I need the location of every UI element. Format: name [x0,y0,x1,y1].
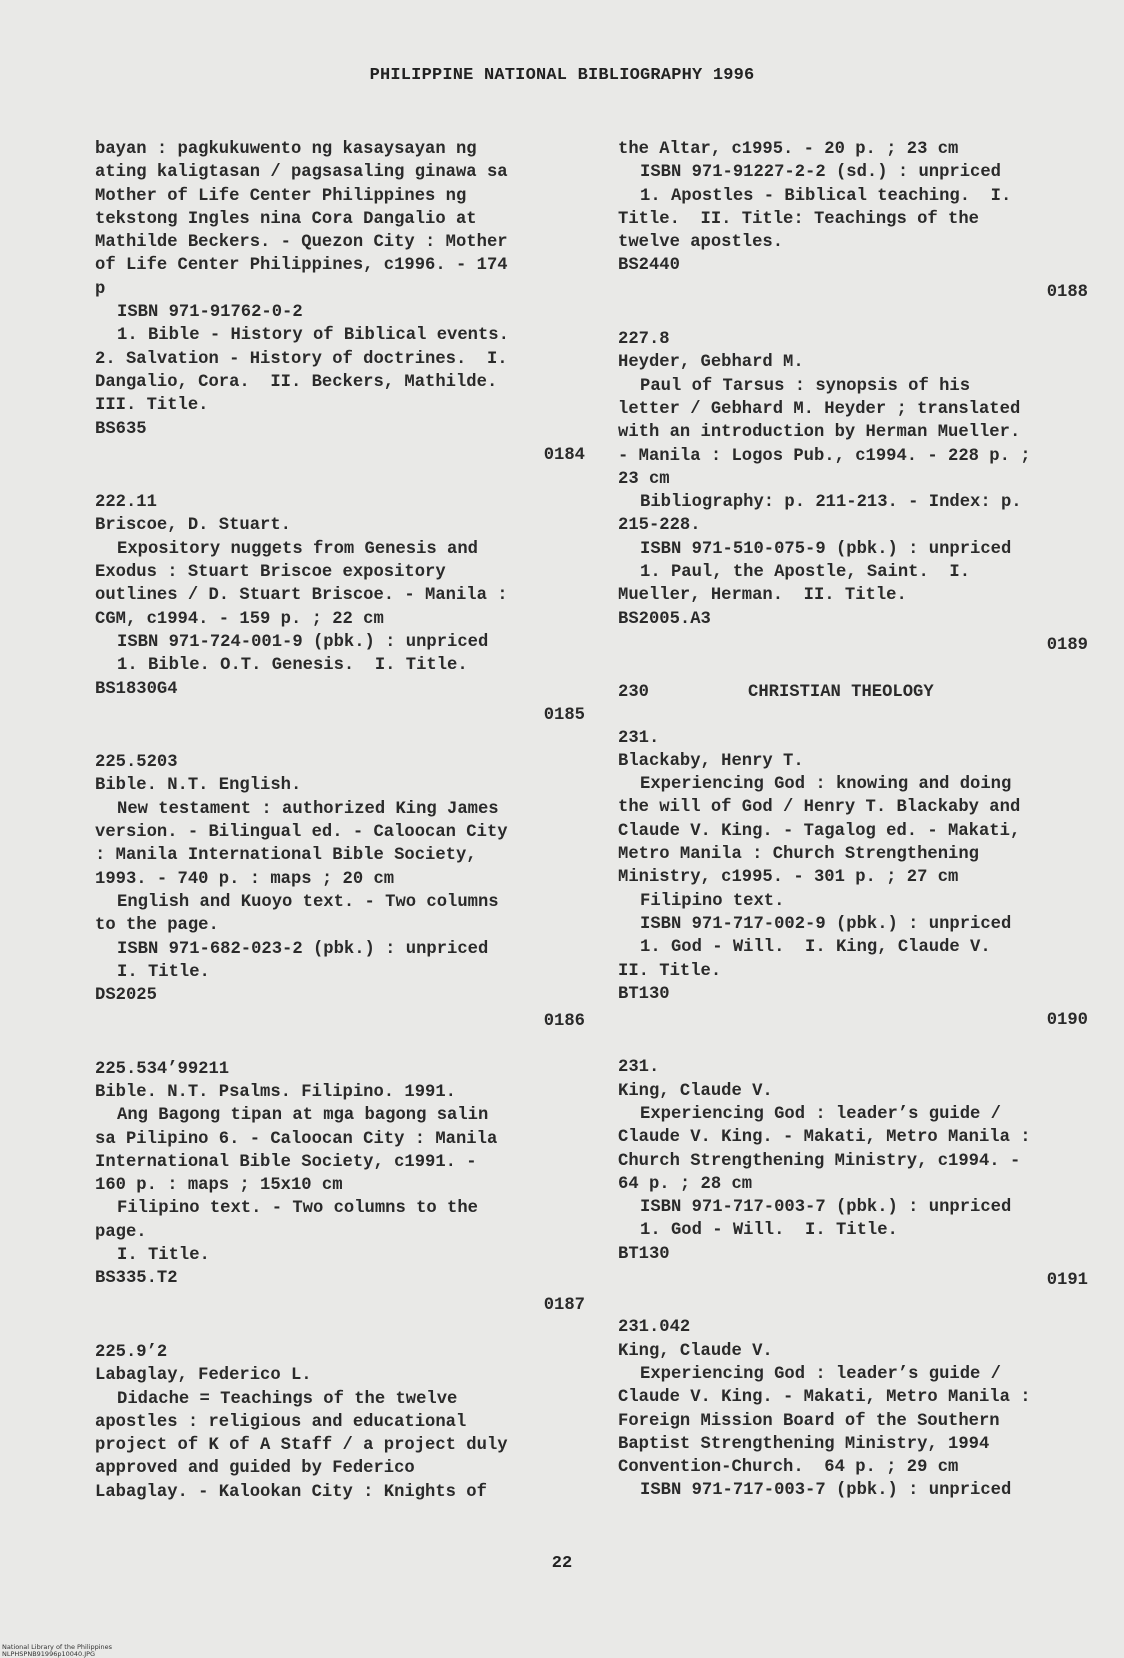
entry-line: sa Pilipino 6. - Caloocan City : Manila [95,1129,498,1149]
entry-line: Claude V. King. - Tagalog ed. - Makati, [618,821,1021,841]
entry-line: 160 p. : maps ; 15x10 cm [95,1176,343,1196]
control-number: 0190 [1046,1011,1088,1031]
control-number: 0189 [1046,635,1088,655]
entry-line: Claude V. King. - Makati, Metro Manila : [618,1388,1031,1408]
author: Labaglay, Federico L. [95,1366,312,1386]
class-number: 222.11 [95,493,157,513]
tracing: I. Title. [117,962,210,982]
entry-line: bayan : pagkukuwento ng kasaysayan ng [95,140,477,159]
entry-line: Ministry, c1995. - 301 p. ; 27 cm [618,868,959,888]
tracing: Mueller, Herman. II. Title. [618,586,907,606]
control-number: 0187 [543,1295,585,1315]
note: Filipino text. [640,891,785,911]
entry-0189 [618,328,1088,657]
note: Filipino text. - Two columns to the [117,1199,478,1219]
page-number: 22 [551,1554,573,1573]
right-column [618,138,1088,1503]
entry-line: Labaglay. - Kalookan City : Knights of [95,1482,487,1502]
entry-0186 [95,751,585,1034]
call-number: BS2005.A3 [618,609,711,629]
entry-line: - Manila : Logos Pub., c1994. - 228 p. ; [618,446,1031,466]
isbn: ISBN 971-717-003-7 (pbk.) : unpriced [640,1198,1012,1218]
entry-line: p [95,279,106,299]
file-name: NLPHSPNB91996p10040.JPG [2,1650,96,1658]
tracing: Title. II. Title: Teachings of the [618,209,979,229]
left-column [95,138,585,1504]
entry-0190 [618,727,1088,1033]
entry-line: Experiencing God : knowing and doing [640,775,1012,795]
tracing: 1. Bible. O.T. Genesis. I. Title. [117,656,468,676]
tracing: 1. God - Will. I. King, Claude V. [640,938,991,958]
control-number: 0191 [1046,1271,1088,1291]
control-number: 0188 [1046,282,1088,302]
entry-0187 [95,1058,585,1317]
entry-line: Baptist Strengthening Ministry, 1994 [618,1434,990,1454]
isbn: ISBN 971-91227-2-2 (sd.) : unpriced [640,163,1001,183]
isbn: ISBN 971-717-002-9 (pbk.) : unpriced [640,914,1012,934]
entry-line: approved and guided by Federico [95,1459,415,1479]
note: to the page. [95,916,219,936]
entry-line: Mother of Life Center Philippines ng [95,186,467,206]
class-number: 225.534’99211 [95,1059,230,1079]
note: 215-228. [618,516,701,536]
entry-line: project of K of A Staff / a project duly [95,1436,508,1456]
class-number: 231. [618,728,660,748]
entry-line: apostles : religious and educational [95,1412,467,1432]
tracing: twelve apostles. [618,233,784,253]
author: King, Claude V. [618,1081,773,1101]
entry-line: New testament : authorized King James [117,799,499,819]
entry-0184 [95,138,585,467]
isbn: ISBN 971-724-001-9 (pbk.) : unpriced [117,632,489,652]
entry-line: ating kaligtasan / pagsasaling ginawa sa [95,163,508,183]
entry-line: : Manila International Bible Society, [95,846,477,866]
entry-0191 [618,1056,1088,1292]
class-number: 231.042 [618,1318,691,1338]
entry-line: of Life Center Philippines, c1996. - 174 [95,256,508,276]
control-number: 0184 [543,445,585,465]
tracing: 1. Paul, the Apostle, Saint. I. [640,563,971,583]
entry-line: Mathilde Beckers. - Quezon City : Mother [95,233,508,253]
entry-line: 23 cm [618,469,670,489]
entry-line: International Bible Society, c1991. - [95,1152,477,1172]
author: Bible. N.T. English. [95,776,302,796]
section-heading [618,681,1088,704]
call-number: BT130 [618,1244,670,1264]
entry-line: Didache = Teachings of the twelve [117,1389,458,1409]
class-number: 225.9’2 [95,1342,168,1362]
call-number: BS335.T2 [95,1269,178,1289]
author: King, Claude V. [618,1341,773,1361]
tracing: Dangalio, Cora. II. Beckers, Mathilde. [95,372,498,392]
page-header: PHILIPPINE NATIONAL BIBLIOGRAPHY 1996 [369,66,755,85]
scan-footer [2,1644,112,1658]
tracing: 2. Salvation - History of doctrines. I. [95,349,508,369]
entry-line: Church Strengthening Ministry, c1994. - [618,1151,1021,1171]
class-number: 225.5203 [95,753,178,773]
entry-line: Ang Bagong tipan at mga bagong salin [117,1106,489,1126]
entry-line: version. - Bilingual ed. - Caloocan City [95,823,508,843]
entry-line: outlines / D. Stuart Briscoe. - Manila : [95,586,508,606]
class-number: 231. [618,1058,660,1078]
entry-continued [95,1341,585,1504]
call-number: BS1830G4 [95,679,178,699]
entry-line: Convention-Church. 64 p. ; 29 cm [618,1458,959,1478]
tracing: II. Title. [618,961,722,981]
isbn: ISBN 971-682-023-2 (pbk.) : unpriced [117,939,489,959]
entry-line: Paul of Tarsus : synopsis of his [640,376,971,396]
entry-line: 1993. - 740 p. : maps ; 20 cm [95,869,395,889]
entry-line: Exodus : Stuart Briscoe expository [95,563,446,583]
entry-line: the will of God / Henry T. Blackaby and [618,798,1021,818]
entry-line: Experiencing God : leader’s guide / [640,1104,1001,1124]
entry-line: the Altar, c1995. - 20 p. ; 23 cm [618,140,959,159]
author: Briscoe, D. Stuart. [95,516,291,536]
entry-line: Experiencing God : leader’s guide / [640,1364,1001,1384]
library-credit: National Library of the Philippines [2,1643,113,1651]
entry-line: letter / Gebhard M. Heyder ; translated [618,399,1021,419]
entry-line: Foreign Mission Board of the Southern [618,1411,1000,1431]
note: page. [95,1222,147,1242]
note: English and Kuoyo text. - Two columns [117,892,499,912]
control-number: 0185 [543,705,585,725]
author: Heyder, Gebhard M. [618,353,804,373]
author: Bible. N.T. Psalms. Filipino. 1991. [95,1082,456,1102]
entry-line: Metro Manila : Church Strengthening [618,845,979,865]
tracing: 1. Apostles - Biblical teaching. I. [640,186,1012,206]
entry-line: CGM, c1994. - 159 p. ; 22 cm [95,609,384,629]
author: Blackaby, Henry T. [618,751,804,771]
isbn: ISBN 971-717-003-7 (pbk.) : unpriced [640,1481,1012,1501]
call-number: BS635 [95,419,147,439]
entry-0185 [95,491,585,727]
tracing: 1. God - Will. I. Title. [640,1221,898,1241]
entry-line: 64 p. ; 28 cm [618,1174,753,1194]
isbn: ISBN 971-91762-0-2 [117,303,303,323]
entry-0188 [618,138,1088,304]
tracing: I. Title. [117,1246,210,1266]
entry-line: Expository nuggets from Genesis and [117,539,478,559]
entry-continues [618,1316,1088,1502]
section-title: CHRISTIAN THEOLOGY [748,683,934,703]
note: Bibliography: p. 211-213. - Index: p. [640,493,1022,513]
isbn: ISBN 971-510-075-9 (pbk.) : unpriced [640,539,1012,559]
control-number: 0186 [543,1012,585,1032]
section-class-number: 230 [618,683,649,703]
call-number: DS2025 [95,986,157,1006]
call-number: BT130 [618,984,670,1004]
entry-line: tekstong Ingles nina Cora Dangalio at [95,209,477,229]
tracing: III. Title. [95,396,209,416]
call-number: BS2440 [618,256,680,276]
tracing: 1. Bible - History of Biblical events. [117,326,509,346]
entry-line: with an introduction by Herman Mueller. [618,423,1021,443]
entry-line: Claude V. King. - Makati, Metro Manila : [618,1128,1031,1148]
class-number: 227.8 [618,330,670,350]
